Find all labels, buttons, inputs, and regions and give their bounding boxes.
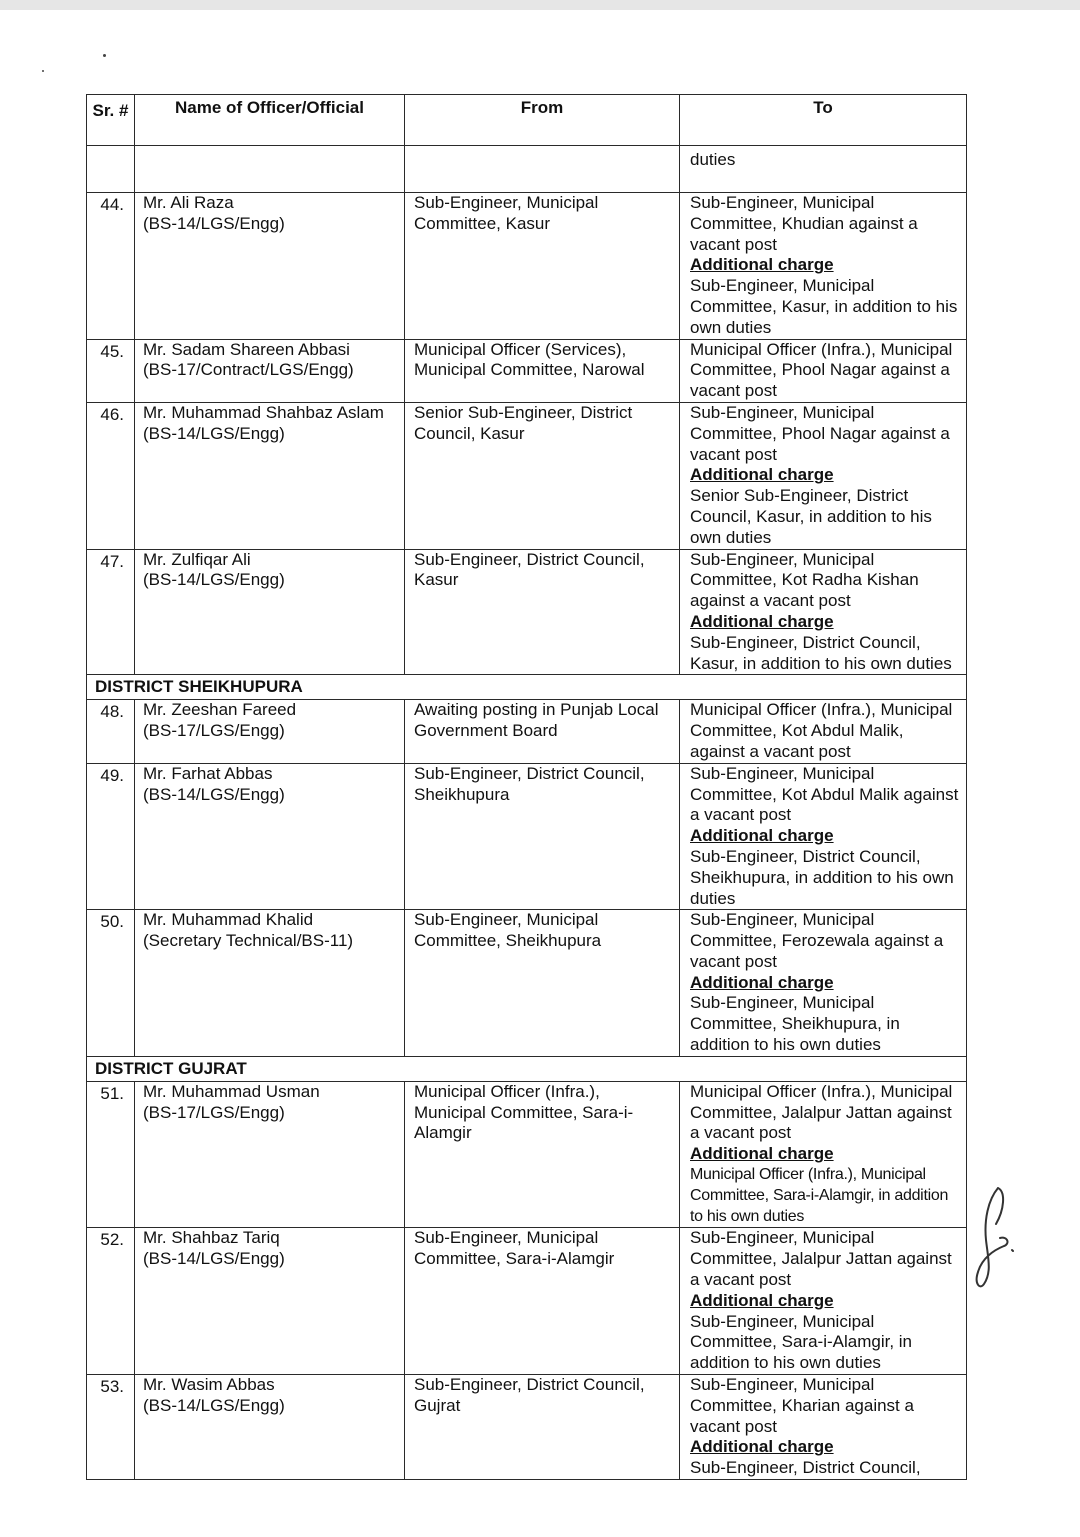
row-from: Sub-Engineer, District Council, Gujrat <box>405 1375 680 1480</box>
officer-name: Mr. Wasim Abbas <box>143 1375 275 1395</box>
additional-charge-text: Sub-Engineer, District Council, Kasur, in addition to his own duties <box>690 632 952 673</box>
officer-grade: (BS-17/LGS/Engg) <box>143 1102 285 1122</box>
row-from: Sub-Engineer, District Council, Kasur <box>405 549 680 675</box>
additional-charge-text: Sub-Engineer, Municipal Committee, Sara-i-Alamgir, in addition to his own duties <box>690 1311 913 1373</box>
officer-grade: (BS-17/LGS/Engg) <box>143 721 285 741</box>
table-row <box>87 910 967 1057</box>
officer-grade: (BS-14/LGS/Engg) <box>143 784 285 804</box>
officer-name: Mr. Shahbaz Tariq <box>143 1228 280 1248</box>
header-from: From <box>405 95 680 146</box>
officer-name: Mr. Muhammad Usman <box>143 1081 320 1101</box>
officer-name: Mr. Ali Raza <box>143 193 234 212</box>
table-row <box>87 549 967 675</box>
officer-grade: (BS-17/Contract/LGS/Engg) <box>143 360 354 380</box>
row-name <box>135 1081 405 1228</box>
additional-charge-label: Additional charge <box>690 255 834 275</box>
row-from: Senior Sub-Engineer, District Council, Kasur <box>405 402 680 549</box>
table-row <box>87 700 967 763</box>
row-name <box>135 1375 405 1480</box>
row-to <box>680 910 967 1057</box>
header-sr: Sr. # <box>87 95 135 146</box>
additional-charge-label: Additional charge <box>690 972 834 992</box>
officer-name: Mr. Zulfiqar Ali <box>143 549 251 569</box>
officer-grade: (BS-14/LGS/Engg) <box>143 1249 285 1269</box>
row-sr: 48. <box>87 700 135 763</box>
officer-grade: (BS-14/LGS/Engg) <box>143 570 285 590</box>
row-sr: 51. <box>87 1081 135 1228</box>
officer-grade: (BS-14/LGS/Engg) <box>143 423 285 443</box>
additional-charge-text: Sub-Engineer, Municipal Committee, Sheikhupura, in addition to his own duties <box>690 993 900 1055</box>
row-from: Sub-Engineer, Municipal Committee, Sheikhupura <box>405 910 680 1057</box>
continuation-sr <box>87 146 135 193</box>
row-from: Awaiting posting in Punjab Local Government Board <box>405 700 680 763</box>
row-to <box>680 1375 967 1480</box>
row-sr: 45. <box>87 339 135 402</box>
posting-to: Sub-Engineer, Municipal Committee, Ferozewala against a vacant post <box>690 910 944 971</box>
officer-grade: (Secretary Technical/BS-11) <box>143 931 354 951</box>
row-to <box>680 549 967 675</box>
posting-to: Sub-Engineer, Municipal Committee, Khudian against a vacant post <box>690 193 918 254</box>
additional-charge-label: Additional charge <box>690 1437 834 1457</box>
posting-to: Municipal Officer (Infra.), Municipal Committee, Jalalpur Jattan against a vacant post <box>690 1081 953 1143</box>
row-to <box>680 339 967 402</box>
row-sr: 46. <box>87 402 135 549</box>
signature-initial <box>970 1180 1020 1290</box>
additional-charge-text: Senior Sub-Engineer, District Council, Kasur, in addition to his own duties <box>690 486 932 547</box>
row-name <box>135 700 405 763</box>
row-to <box>680 700 967 763</box>
row-from: Sub-Engineer, Municipal Committee, Kasur <box>405 193 680 340</box>
row-to <box>680 402 967 549</box>
row-from: Municipal Officer (Infra.), Municipal Committee, Sara-i-Alamgir <box>405 1081 680 1228</box>
table-row <box>87 402 967 549</box>
row-sr: 49. <box>87 763 135 910</box>
officer-grade: (BS-14/LGS/Engg) <box>143 1395 285 1415</box>
officer-name: Mr. Sadam Shareen Abbasi <box>143 339 350 359</box>
row-sr: 50. <box>87 910 135 1057</box>
table-row <box>87 1375 967 1480</box>
row-name <box>135 763 405 910</box>
posting-to: Sub-Engineer, Municipal Committee, Phool Nagar against a vacant post <box>690 402 950 464</box>
header-name: Name of Officer/Official <box>135 95 405 146</box>
header-to: To <box>680 95 967 146</box>
table-row <box>87 193 967 340</box>
officer-name: Mr. Muhammad Shahbaz Aslam <box>143 402 384 422</box>
additional-charge-text: Sub-Engineer, Municipal Committee, Kasur, in addition to his own duties <box>690 276 958 337</box>
row-to <box>680 1081 967 1228</box>
table-row <box>87 1081 967 1228</box>
scan-speck <box>103 54 106 57</box>
row-sr: 44. <box>87 193 135 340</box>
row-sr: 47. <box>87 549 135 675</box>
district-heading: DISTRICT GUJRAT <box>87 1056 967 1081</box>
row-sr: 53. <box>87 1375 135 1480</box>
officer-name: Mr. Zeeshan Fareed <box>143 700 297 720</box>
additional-charge-text: Municipal Officer (Infra.), Municipal Committee, Sara-i-Alamgir, in addition to his own duties <box>690 1166 949 1225</box>
additional-charge-text: Sub-Engineer, District Council, Sheikhupura, in addition to his own duties <box>690 846 954 908</box>
row-to <box>680 193 967 340</box>
posting-to: Municipal Officer (Infra.), Municipal Committee, Phool Nagar against a vacant post <box>690 339 953 401</box>
district-heading-row <box>87 1056 967 1081</box>
continuation-from <box>405 146 680 193</box>
additional-charge-label: Additional charge <box>690 826 834 846</box>
row-name <box>135 910 405 1057</box>
row-to <box>680 763 967 910</box>
district-heading-row <box>87 675 967 700</box>
additional-charge-text: Sub-Engineer, District Council, <box>690 1458 921 1478</box>
additional-charge-label: Additional charge <box>690 1144 834 1164</box>
additional-charge-label: Additional charge <box>690 611 834 631</box>
additional-charge-label: Additional charge <box>690 1290 834 1310</box>
row-from: Sub-Engineer, District Council, Sheikhupura <box>405 763 680 910</box>
officer-name: Mr. Farhat Abbas <box>143 763 273 783</box>
table-row <box>87 763 967 910</box>
posting-to: Sub-Engineer, Municipal Committee, Kot Radha Kishan against a vacant post <box>690 549 919 611</box>
row-from: Sub-Engineer, Municipal Committee, Sara-i-Alamgir <box>405 1228 680 1375</box>
continuation-row <box>87 146 967 193</box>
transfer-table <box>86 94 967 1480</box>
row-name <box>135 193 405 340</box>
additional-charge-label: Additional charge <box>690 465 834 485</box>
scan-speck <box>42 70 44 72</box>
posting-to: Municipal Officer (Infra.), Municipal Committee, Kot Abdul Malik, against a vacant post <box>690 700 953 761</box>
row-from: Municipal Officer (Services), Municipal Committee, Narowal <box>405 339 680 402</box>
continuation-name <box>135 146 405 193</box>
officer-name: Mr. Muhammad Khalid <box>143 910 314 930</box>
posting-to: Sub-Engineer, Municipal Committee, Jalalpur Jattan against a vacant post <box>690 1228 952 1290</box>
table-row <box>87 339 967 402</box>
posting-to: Sub-Engineer, Municipal Committee, Kot Abdul Malik against a vacant post <box>690 763 959 825</box>
officer-grade: (BS-14/LGS/Engg) <box>143 213 285 233</box>
table-row <box>87 1228 967 1375</box>
district-heading: DISTRICT SHEIKHUPURA <box>87 675 967 700</box>
row-sr: 52. <box>87 1228 135 1375</box>
table-header-row <box>87 95 967 146</box>
row-to <box>680 1228 967 1375</box>
row-name <box>135 402 405 549</box>
row-name <box>135 1228 405 1375</box>
scan-top-edge <box>0 0 1080 10</box>
row-name <box>135 339 405 402</box>
posting-to: Sub-Engineer, Municipal Committee, Kharian against a vacant post <box>690 1375 914 1436</box>
row-name <box>135 549 405 675</box>
continuation-to: duties <box>680 146 967 193</box>
